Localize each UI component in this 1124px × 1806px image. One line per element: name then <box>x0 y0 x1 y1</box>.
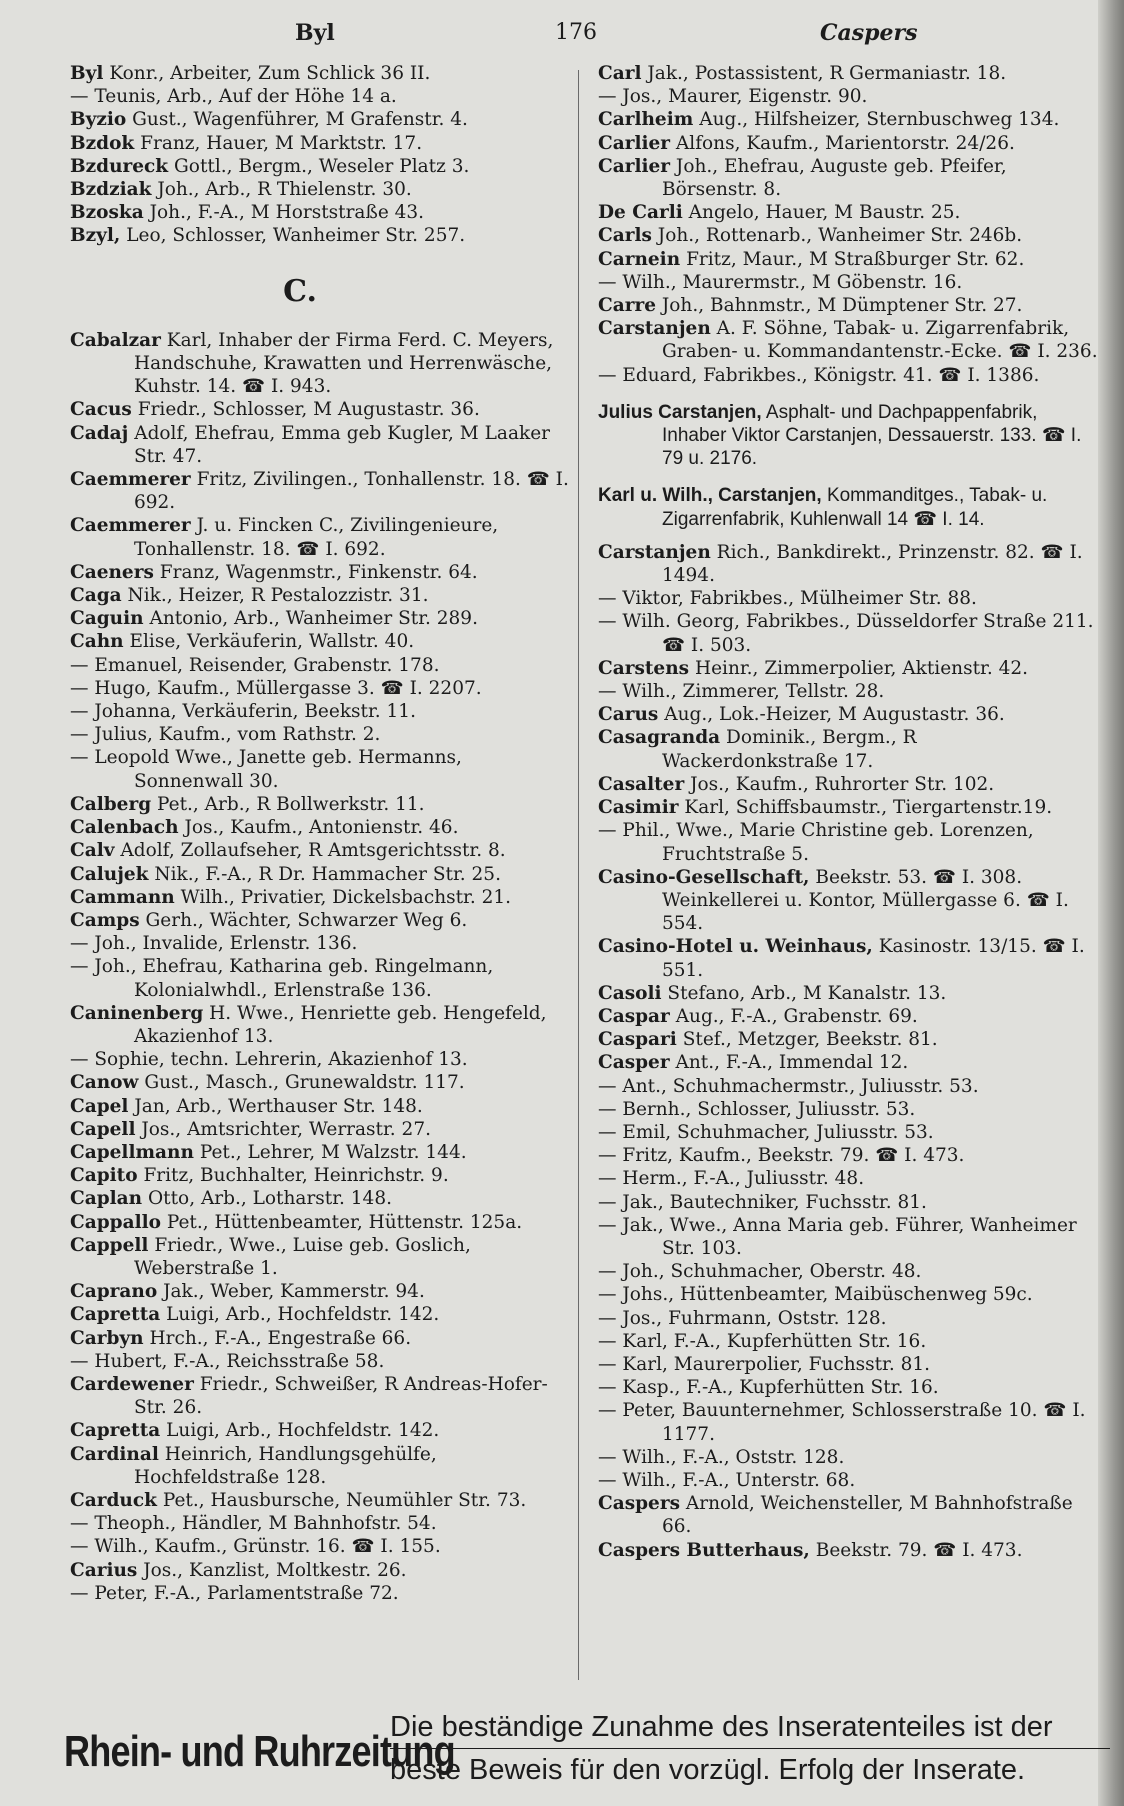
directory-entry <box>70 1512 570 1535</box>
entry-name: Caeners <box>70 561 154 583</box>
directory-entry <box>70 700 570 723</box>
entry-name: Carstanjen <box>598 318 711 340</box>
directory-entry <box>598 587 1098 610</box>
entry-details: Kasinostr. 13/15. ☎ I. 551. <box>662 936 1085 981</box>
entry-name: Bzdureck <box>70 155 169 177</box>
entry-details: — Ant., Schuhmachermstr., Juliusstr. 53. <box>598 1075 979 1097</box>
directory-entry <box>70 1373 570 1419</box>
directory-entry <box>70 329 570 399</box>
entry-name: Calujek <box>70 863 149 885</box>
directory-entry <box>70 201 570 224</box>
entry-name: Capellmann <box>70 1141 194 1163</box>
entry-name: Carstanjen <box>598 541 711 563</box>
directory-entry <box>598 271 1098 294</box>
entry-details: — Wilh., F.-A., Unterstr. 68. <box>598 1469 856 1491</box>
directory-entry <box>70 85 570 108</box>
entry-name: Capito <box>70 1165 138 1187</box>
directory-entry <box>70 1327 570 1350</box>
entry-details: Arnold, Weichensteller, M Bahnhofstraße 66. <box>662 1493 1073 1538</box>
directory-entry <box>598 610 1098 656</box>
directory-entry <box>70 1559 570 1582</box>
entry-name: Cappell <box>70 1234 149 1256</box>
directory-entry <box>598 85 1098 108</box>
directory-entry <box>598 1376 1098 1399</box>
directory-entry <box>598 201 1098 224</box>
entry-details: — Wilh., Maurermstr., M Göbenstr. 16. <box>598 271 963 293</box>
entry-details: Ant., F.-A., Immendal 12. <box>675 1052 909 1074</box>
directory-entry <box>598 364 1098 387</box>
directory-entry <box>70 1280 570 1303</box>
entry-details: — Johanna, Verkäuferin, Beekstr. 11. <box>70 701 416 723</box>
entry-details: H. Wwe., Henriette geb. Hengefeld, Akazienhof 13. <box>134 1002 547 1047</box>
directory-entry <box>70 561 570 584</box>
entry-name: Carbyn <box>70 1327 144 1349</box>
entry-name: Bzdok <box>70 132 135 154</box>
directory-entry <box>598 866 1098 936</box>
entry-details: Jos., Kanzlist, Moltkestr. 26. <box>143 1559 407 1581</box>
directory-entry <box>70 816 570 839</box>
directory-entry <box>70 468 570 514</box>
entry-name: Caga <box>70 585 122 607</box>
entry-details: Franz, Wagenmstr., Finkenstr. 64. <box>159 561 478 583</box>
directory-entry <box>70 1350 570 1373</box>
directory-entry <box>598 484 1098 530</box>
directory-entry <box>598 680 1098 703</box>
entry-details: Gust., Wagenführer, M Grafenstr. 4. <box>132 109 468 131</box>
entry-details: Joh., Bahnmstr., M Dümptener Str. 27. <box>661 295 1023 317</box>
directory-entry <box>598 294 1098 317</box>
entry-details: Nik., Heizer, R Pestalozzistr. 31. <box>127 585 429 607</box>
entry-name: Carnein <box>598 248 681 270</box>
directory-entry <box>70 630 570 653</box>
entry-details: Gottl., Bergm., Weseler Platz 3. <box>174 155 470 177</box>
entry-details: Friedr., Schlosser, M Augustastr. 36. <box>137 399 480 421</box>
directory-entry <box>598 224 1098 247</box>
entry-name: Cappallo <box>70 1211 161 1233</box>
directory-entry <box>70 1164 570 1187</box>
entry-details: Luigi, Arb., Hochfeldstr. 142. <box>166 1304 440 1326</box>
entry-details: — Jos., Fuhrmann, Oststr. 128. <box>598 1307 887 1329</box>
entry-details: — Wilh. Georg, Fabrikbes., Düsseldorfer Straße 211. ☎ I. 503. <box>598 611 1094 656</box>
advertisement-message <box>390 1706 1110 1791</box>
entry-name: Cacus <box>70 399 132 421</box>
entry-name: De Carli <box>598 202 683 224</box>
entry-name: Carre <box>598 295 656 317</box>
entry-details: Jos., Kaufm., Antonienstr. 46. <box>184 817 459 839</box>
entry-details: — Karl, F.-A., Kupferhütten Str. 16. <box>598 1330 927 1352</box>
directory-entry <box>70 1419 570 1442</box>
directory-entry <box>70 607 570 630</box>
page-number: 176 <box>555 20 597 45</box>
directory-entry <box>70 1489 570 1512</box>
entry-name: Canow <box>70 1072 139 1094</box>
entry-details: Joh., F.-A., M Horststraße 43. <box>149 202 425 224</box>
directory-entry <box>598 1191 1098 1214</box>
entry-details: — Wilh., Kaufm., Grünstr. 16. ☎ I. 155. <box>70 1536 441 1558</box>
entry-details: Wilh., Privatier, Dickelsbachstr. 21. <box>180 886 512 908</box>
entry-name: Cammann <box>70 886 175 908</box>
directory-entry <box>70 654 570 677</box>
entry-name: Casper <box>598 1052 670 1074</box>
entry-details: Fritz, Maur., M Straßburger Str. 62. <box>686 248 1025 270</box>
entry-name: Cardinal <box>70 1443 159 1465</box>
entry-details: — Kasp., F.-A., Kupferhütten Str. 16. <box>598 1377 939 1399</box>
entry-name: Carlier <box>598 132 671 154</box>
entry-details: Antonio, Arb., Wanheimer Str. 289. <box>149 608 478 630</box>
directory-entry <box>598 1353 1098 1376</box>
entry-details: Jak., Weber, Kammerstr. 94. <box>163 1281 425 1303</box>
entry-name: Caemmerer <box>70 469 191 491</box>
entry-details: Aug., F.-A., Grabenstr. 69. <box>675 1005 918 1027</box>
entry-details: Asphalt- und Dachpappenfabrik, Inhaber Viktor Carstanjen, Dessauerstr. 133. ☎ I. 79 u. 2176. <box>662 401 1082 470</box>
entry-details: Hrch., F.-A., Engestraße 66. <box>149 1327 412 1349</box>
directory-entry <box>598 155 1098 201</box>
entry-details: Angelo, Hauer, M Baustr. 25. <box>688 202 961 224</box>
entry-details: Luigi, Arb., Hochfeldstr. 142. <box>166 1420 440 1442</box>
directory-entry <box>70 132 570 155</box>
ad-line-1: Die beständige Zunahme des Inseratenteiles ist der <box>390 1706 1110 1749</box>
entry-details: Karl, Inhaber der Firma Ferd. C. Meyers, Handschuhe, Krawatten und Herrenwäsche, Kuhstr. 14. ☎ I. 943. <box>134 329 554 398</box>
entry-details: Alfons, Kaufm., Marientorstr. 24/26. <box>675 132 1015 154</box>
directory-entry <box>598 1492 1098 1538</box>
entry-details: Beekstr. 53. ☎ I. 308. Weinkellerei u. Kontor, Müllergasse 6. ☎ I. 554. <box>662 866 1069 935</box>
entry-name: Caninenberg <box>70 1002 204 1024</box>
entry-name: Capel <box>70 1095 129 1117</box>
directory-entry <box>70 793 570 816</box>
directory-entry <box>70 1211 570 1234</box>
entry-name: Bzoska <box>70 202 144 224</box>
directory-entry <box>598 657 1098 680</box>
entry-details: Jan, Arb., Werthauser Str. 148. <box>134 1095 423 1117</box>
directory-entry <box>598 1121 1098 1144</box>
entry-name: Carus <box>598 704 659 726</box>
entry-details: Jak., Postassistent, R Germaniastr. 18. <box>647 63 1007 84</box>
directory-entry <box>598 1098 1098 1121</box>
directory-entry <box>70 863 570 886</box>
entry-name: Capretta <box>70 1304 161 1326</box>
directory-entry <box>70 1582 570 1605</box>
directory-entry <box>70 62 570 85</box>
entry-details: — Joh., Schuhmacher, Oberstr. 48. <box>598 1261 922 1283</box>
entry-name: Byl <box>70 63 104 84</box>
entry-details: Franz, Hauer, M Marktstr. 17. <box>140 132 423 154</box>
entry-details: — Phil., Wwe., Marie Christine geb. Lorenzen, Fruchtstraße 5. <box>598 820 1034 865</box>
entry-name: Casagranda <box>598 727 721 749</box>
entry-details: — Wilh., F.-A., Oststr. 128. <box>598 1446 845 1468</box>
entry-name: Carls <box>598 225 652 247</box>
entry-details: Stefano, Arb., M Kanalstr. 13. <box>667 982 947 1004</box>
directory-entry <box>70 1535 570 1558</box>
entry-name: Julius Carstanjen, <box>598 401 762 423</box>
directory-entry <box>70 839 570 862</box>
entry-details: Fritz, Buchhalter, Heinrichstr. 9. <box>143 1165 449 1187</box>
entry-details: Aug., Hilfsheizer, Sternbuschweg 134. <box>699 109 1060 131</box>
entry-name: Caspari <box>598 1029 677 1051</box>
entry-details: Adolf, Ehefrau, Emma geb Kugler, M Laaker Str. 47. <box>134 422 550 467</box>
entry-details: J. u. Fincken C., Zivilingenieure, Tonhallenstr. 18. ☎ I. 692. <box>134 515 499 560</box>
entry-name: Carlier <box>598 155 671 177</box>
entry-details: Joh., Rottenarb., Wanheimer Str. 246b. <box>657 225 1023 247</box>
directory-entry <box>70 1118 570 1141</box>
entry-details: Elise, Verkäuferin, Wallstr. 40. <box>129 631 415 653</box>
entry-details: Stef., Metzger, Beekstr. 81. <box>682 1029 938 1051</box>
directory-entry <box>598 541 1098 587</box>
entry-details: — Johs., Hüttenbeamter, Maibüschenweg 59c. <box>598 1284 1033 1306</box>
directory-entry <box>598 1283 1098 1306</box>
directory-entry <box>598 1446 1098 1469</box>
directory-entry <box>598 819 1098 865</box>
entry-details: Nik., F.-A., R Dr. Hammacher Str. 25. <box>154 863 501 885</box>
entry-details: Aug., Lok.-Heizer, M Augustastr. 36. <box>664 704 1005 726</box>
entry-details: — Eduard, Fabrikbes., Königstr. 41. ☎ I. 1386. <box>598 364 1040 386</box>
entry-name: Caprano <box>70 1281 158 1303</box>
directory-entry <box>70 886 570 909</box>
entry-details: — Peter, F.-A., Parlamentstraße 72. <box>70 1582 399 1604</box>
directory-entry <box>598 796 1098 819</box>
entry-name: Byzio <box>70 109 127 131</box>
entry-details: — Hubert, F.-A., Reichsstraße 58. <box>70 1350 385 1372</box>
entry-details: — Teunis, Arb., Auf der Höhe 14 a. <box>70 86 397 108</box>
entry-name: Camps <box>70 909 140 931</box>
directory-entry <box>70 108 570 131</box>
entry-details: Kommanditges., Tabak- u. Zigarrenfabrik, Kuhlenwall 14 ☎ I. 14. <box>662 485 1048 530</box>
entry-name: Capell <box>70 1118 136 1140</box>
entry-name: Cardewener <box>70 1373 194 1395</box>
entry-details: — Joh., Ehefrau, Katharina geb. Ringelmann, Kolonialwhdl., Erlenstraße 136. <box>70 956 494 1001</box>
entry-details: Pet., Lehrer, M Walzstr. 144. <box>199 1141 467 1163</box>
directory-entry <box>70 1303 570 1326</box>
entry-name: Casalter <box>598 773 685 795</box>
directory-entry <box>70 909 570 932</box>
entry-details: — Julius, Kaufm., vom Rathstr. 2. <box>70 724 381 746</box>
entry-details: Leo, Schlosser, Wanheimer Str. 257. <box>126 225 466 247</box>
entry-details: Gust., Masch., Grunewaldstr. 117. <box>144 1072 465 1094</box>
entry-name: Caspers <box>598 1493 680 1515</box>
entry-name: Casoli <box>598 982 662 1004</box>
entry-name: Bzyl, <box>70 225 121 247</box>
directory-entry <box>598 1307 1098 1330</box>
entry-details: A. F. Söhne, Tabak- u. Zigarrenfabrik, Graben- u. Kommandantenstr.-Ecke. ☎ I. 236. <box>662 318 1098 363</box>
directory-entry <box>598 1469 1098 1492</box>
newspaper-brand: Rhein- und Ruhrzeitung <box>64 1727 455 1776</box>
entry-details: — Emil, Schuhmacher, Juliusstr. 53. <box>598 1121 934 1143</box>
directory-entry <box>598 401 1098 471</box>
entry-name: Carstens <box>598 657 690 679</box>
directory-entry <box>598 317 1098 363</box>
directory-entry <box>70 1002 570 1048</box>
entry-details: — Joh., Invalide, Erlenstr. 136. <box>70 933 358 955</box>
directory-entry <box>598 1028 1098 1051</box>
directory-entry <box>598 62 1098 85</box>
entry-name: Casimir <box>598 797 679 819</box>
right-column <box>598 62 1098 1562</box>
directory-entry <box>70 398 570 421</box>
entry-name: Caplan <box>70 1188 143 1210</box>
entry-details: Joh., Arb., R Thielenstr. 30. <box>157 179 412 201</box>
directory-entry <box>70 1234 570 1280</box>
directory-entry <box>70 514 570 560</box>
entry-name: Carius <box>70 1559 138 1581</box>
directory-entry <box>598 1144 1098 1167</box>
entry-details: — Sophie, techn. Lehrerin, Akazienhof 13. <box>70 1049 468 1071</box>
entry-details: Beekstr. 79. ☎ I. 473. <box>815 1539 1023 1561</box>
entry-details: Dominik., Bergm., R Wackerdonkstraße 17. <box>662 727 917 772</box>
column-divider <box>578 70 579 1680</box>
entry-details: Konr., Arbeiter, Zum Schlick 36 II. <box>109 63 431 84</box>
directory-entry <box>598 1539 1098 1562</box>
entry-details: Heinrich, Handlungsgehülfe, Hochfeldstraße 128. <box>134 1443 437 1488</box>
entry-name: Calberg <box>70 793 152 815</box>
directory-entry <box>70 1071 570 1094</box>
entry-details: Pet., Hüttenbeamter, Hüttenstr. 125a. <box>166 1211 523 1233</box>
entry-details: — Hugo, Kaufm., Müllergasse 3. ☎ I. 2207. <box>70 677 482 699</box>
header-left-keyword: Byl <box>295 20 335 46</box>
entry-name: Caemmerer <box>70 515 191 537</box>
directory-entry <box>70 1141 570 1164</box>
entry-details: — Herm., F.-A., Juliusstr. 48. <box>598 1168 865 1190</box>
entry-name: Casino-Hotel u. Weinhaus, <box>598 936 873 958</box>
page-header <box>70 14 1084 54</box>
directory-entry <box>70 1095 570 1118</box>
entry-name: Caspar <box>598 1005 670 1027</box>
entry-name: Karl u. Wilh., Carstanjen, <box>598 485 822 507</box>
directory-entry <box>70 746 570 792</box>
entry-details: — Viktor, Fabrikbes., Mülheimer Str. 88. <box>598 588 977 610</box>
entry-details: — Wilh., Zimmerer, Tellstr. 28. <box>598 681 885 703</box>
ad-line-2: beste Beweis für den vorzügl. Erfolg der Inserate. <box>390 1754 1026 1786</box>
entry-details: — Jak., Wwe., Anna Maria geb. Führer, Wanheimer Str. 103. <box>598 1214 1077 1259</box>
entry-details: Rich., Bankdirekt., Prinzenstr. 82. ☎ I. 1494. <box>662 541 1083 587</box>
directory-entry <box>598 703 1098 726</box>
entry-name: Casino-Gesellschaft, <box>598 866 810 888</box>
directory-entry <box>70 224 570 247</box>
entry-name: Caspers Butterhaus, <box>598 1539 810 1561</box>
directory-entry <box>598 1399 1098 1445</box>
directory-entry <box>598 108 1098 131</box>
directory-entry <box>70 723 570 746</box>
entry-details: Joh., Ehefrau, Auguste geb. Pfeifer, Börsenstr. 8. <box>662 155 1007 201</box>
entry-details: — Theoph., Händler, M Bahnhofstr. 54. <box>70 1513 437 1535</box>
directory-entry <box>598 773 1098 796</box>
entry-name: Capretta <box>70 1420 161 1442</box>
entry-details: — Karl, Maurerpolier, Fuchsstr. 81. <box>598 1353 931 1375</box>
entry-details: — Jak., Bautechniker, Fuchsstr. 81. <box>598 1191 927 1213</box>
directory-entry <box>598 248 1098 271</box>
entry-details: Heinr., Zimmerpolier, Aktienstr. 42. <box>694 657 1029 679</box>
entry-details: Gerh., Wächter, Schwarzer Weg 6. <box>145 909 468 931</box>
entry-details: — Peter, Bauunternehmer, Schlosserstraße 10. ☎ I. 1177. <box>598 1400 1086 1445</box>
directory-entry <box>598 1330 1098 1353</box>
entry-details: — Bernh., Schlosser, Juliusstr. 53. <box>598 1098 916 1120</box>
entry-name: Carl <box>598 63 642 84</box>
directory-entry <box>598 1260 1098 1283</box>
entry-details: Jos., Amtsrichter, Werrastr. 27. <box>141 1118 431 1140</box>
directory-entry <box>70 677 570 700</box>
directory-entry <box>598 726 1098 772</box>
entry-details: Fritz, Zivilingen., Tonhallenstr. 18. ☎ I. 692. <box>134 469 569 514</box>
entry-name: Cabalzar <box>70 329 161 351</box>
entry-details: — Leopold Wwe., Janette geb. Hermanns, Sonnenwall 30. <box>70 747 462 792</box>
directory-entry <box>598 1214 1098 1260</box>
entry-details: — Fritz, Kaufm., Beekstr. 79. ☎ I. 473. <box>598 1145 965 1167</box>
directory-entry <box>70 178 570 201</box>
directory-entry <box>70 422 570 468</box>
directory-entry <box>70 1048 570 1071</box>
entry-details: Pet., Arb., R Bollwerkstr. 11. <box>157 793 425 815</box>
entry-details: Otto, Arb., Lotharstr. 148. <box>148 1188 392 1210</box>
entry-name: Cahn <box>70 631 124 653</box>
directory-entry <box>70 155 570 178</box>
directory-entry <box>598 935 1098 981</box>
entry-details: — Jos., Maurer, Eigenstr. 90. <box>598 86 868 108</box>
directory-entry <box>70 932 570 955</box>
directory-entry <box>70 955 570 1001</box>
entry-name: Caguin <box>70 608 144 630</box>
left-column <box>70 62 570 1605</box>
entry-name: Calenbach <box>70 817 179 839</box>
entry-details: Adolf, Zollaufseher, R Amtsgerichtsstr. 8. <box>120 840 506 862</box>
directory-entry <box>598 1167 1098 1190</box>
header-right-keyword: Caspers <box>820 20 918 46</box>
entry-name: Cadaj <box>70 422 129 444</box>
entry-details: Friedr., Schweißer, R Andreas-Hofer-Str. 26. <box>134 1373 548 1419</box>
directory-entry <box>598 1005 1098 1028</box>
entry-details: — Emanuel, Reisender, Grabenstr. 178. <box>70 654 440 676</box>
entry-name: Calv <box>70 840 115 862</box>
directory-entry <box>598 1051 1098 1074</box>
entry-name: Bzdziak <box>70 179 152 201</box>
directory-entry <box>598 1075 1098 1098</box>
directory-entry <box>70 1187 570 1210</box>
section-letter: C. <box>283 273 317 309</box>
directory-entry <box>598 982 1098 1005</box>
entry-details: Karl, Schiffsbaumstr., Tiergartenstr.19. <box>684 797 1053 819</box>
entry-details: Friedr., Wwe., Luise geb. Goslich, Weberstraße 1. <box>134 1234 471 1279</box>
advertisement-footer <box>64 1706 1104 1800</box>
entry-name: Carduck <box>70 1489 157 1511</box>
entry-details: Jos., Kaufm., Ruhrorter Str. 102. <box>690 773 995 795</box>
directory-entry <box>598 132 1098 155</box>
entry-name: Carlheim <box>598 109 694 131</box>
directory-entry <box>70 584 570 607</box>
entry-details: Pet., Hausbursche, Neumühler Str. 73. <box>162 1489 527 1511</box>
directory-entry <box>70 1443 570 1489</box>
page-edge <box>1098 0 1124 1806</box>
